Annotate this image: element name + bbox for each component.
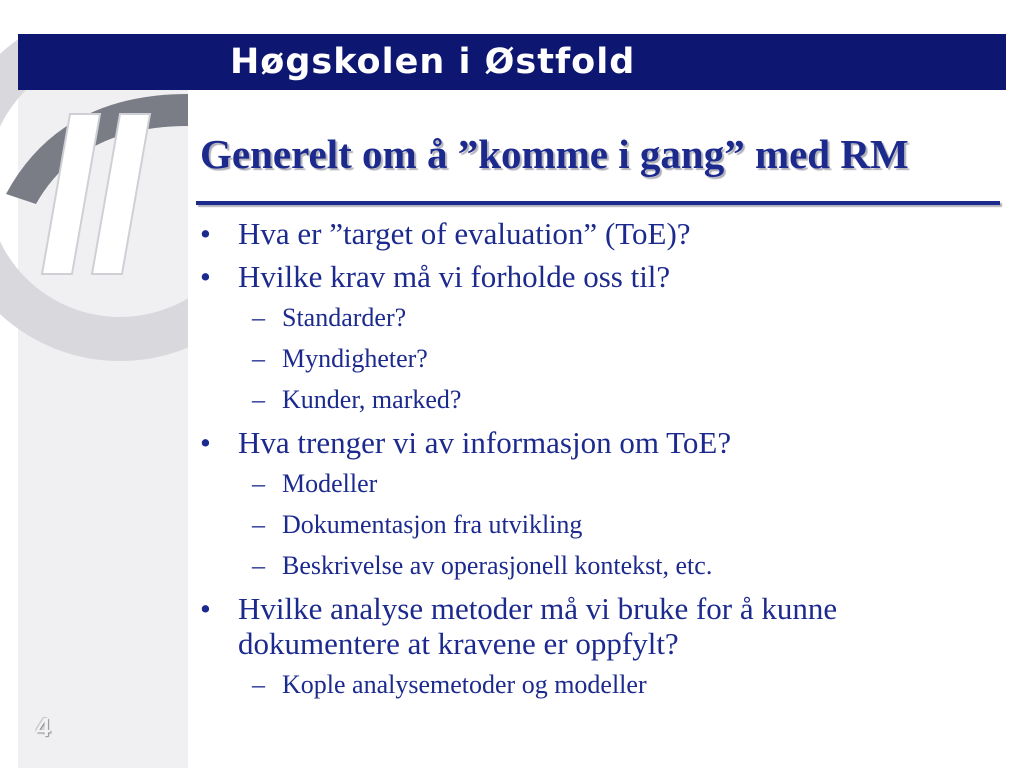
sub-bullet-item: – Kople analysemetoder og modeller — [252, 670, 647, 699]
bullet-item: • Hva er ”target of evaluation” (ToE)? — [200, 216, 691, 251]
sub-bullet-text: Modeller — [282, 469, 378, 498]
bullet-item: • Hvilke analyse metoder må vi bruke for å kunne dokumentere at kravene er oppfylt? — [200, 591, 838, 661]
slide-title: Generelt om å ”komme i gang” med RM — [200, 131, 909, 177]
bullet-text: Hva er ”target of evaluation” (ToE)? — [238, 216, 691, 251]
sub-bullet-item: – Modeller — [252, 469, 378, 498]
sub-bullet-text: Kunder, marked? — [282, 385, 462, 414]
bullet-item: • Hva trenger vi av informasjon om ToE? — [200, 425, 732, 460]
sub-bullet-item: – Dokumentasjon fra utvikling — [252, 510, 583, 539]
bullet-item: • Hvilke krav må vi forholde oss til? — [200, 259, 671, 294]
bullet-text: Hvilke krav må vi forholde oss til? — [238, 259, 671, 294]
sub-bullet-text: Standarder? — [282, 303, 407, 332]
sub-bullet-item: – Standarder? — [252, 303, 407, 332]
sub-bullet-text: Beskrivelse av operasjonell kontekst, etc. — [282, 551, 713, 580]
bullet-list — [196, 216, 996, 710]
institution-name: Høgskolen i Østfold — [230, 42, 636, 82]
sub-bullet-text: Myndigheter? — [282, 344, 428, 373]
sub-bullet-text: Dokumentasjon fra utvikling — [282, 510, 583, 539]
sub-bullet-item: – Kunder, marked? — [252, 385, 462, 414]
hiof-logo-icon — [0, 34, 188, 768]
sub-bullet-text: Kople analysemetoder og modeller — [282, 670, 647, 699]
bullet-text: Hvilke analyse metoder må vi bruke for å kunne dokumentere at kravene er oppfylt? — [238, 591, 838, 661]
slide-number: 4 — [36, 712, 51, 742]
sub-bullet-item: – Beskrivelse av operasjonell kontekst, etc. — [252, 551, 713, 580]
bullet-text: Hva trenger vi av informasjon om ToE? — [238, 425, 732, 460]
sub-bullet-item: – Myndigheter? — [252, 344, 428, 373]
title-divider — [196, 201, 1000, 205]
